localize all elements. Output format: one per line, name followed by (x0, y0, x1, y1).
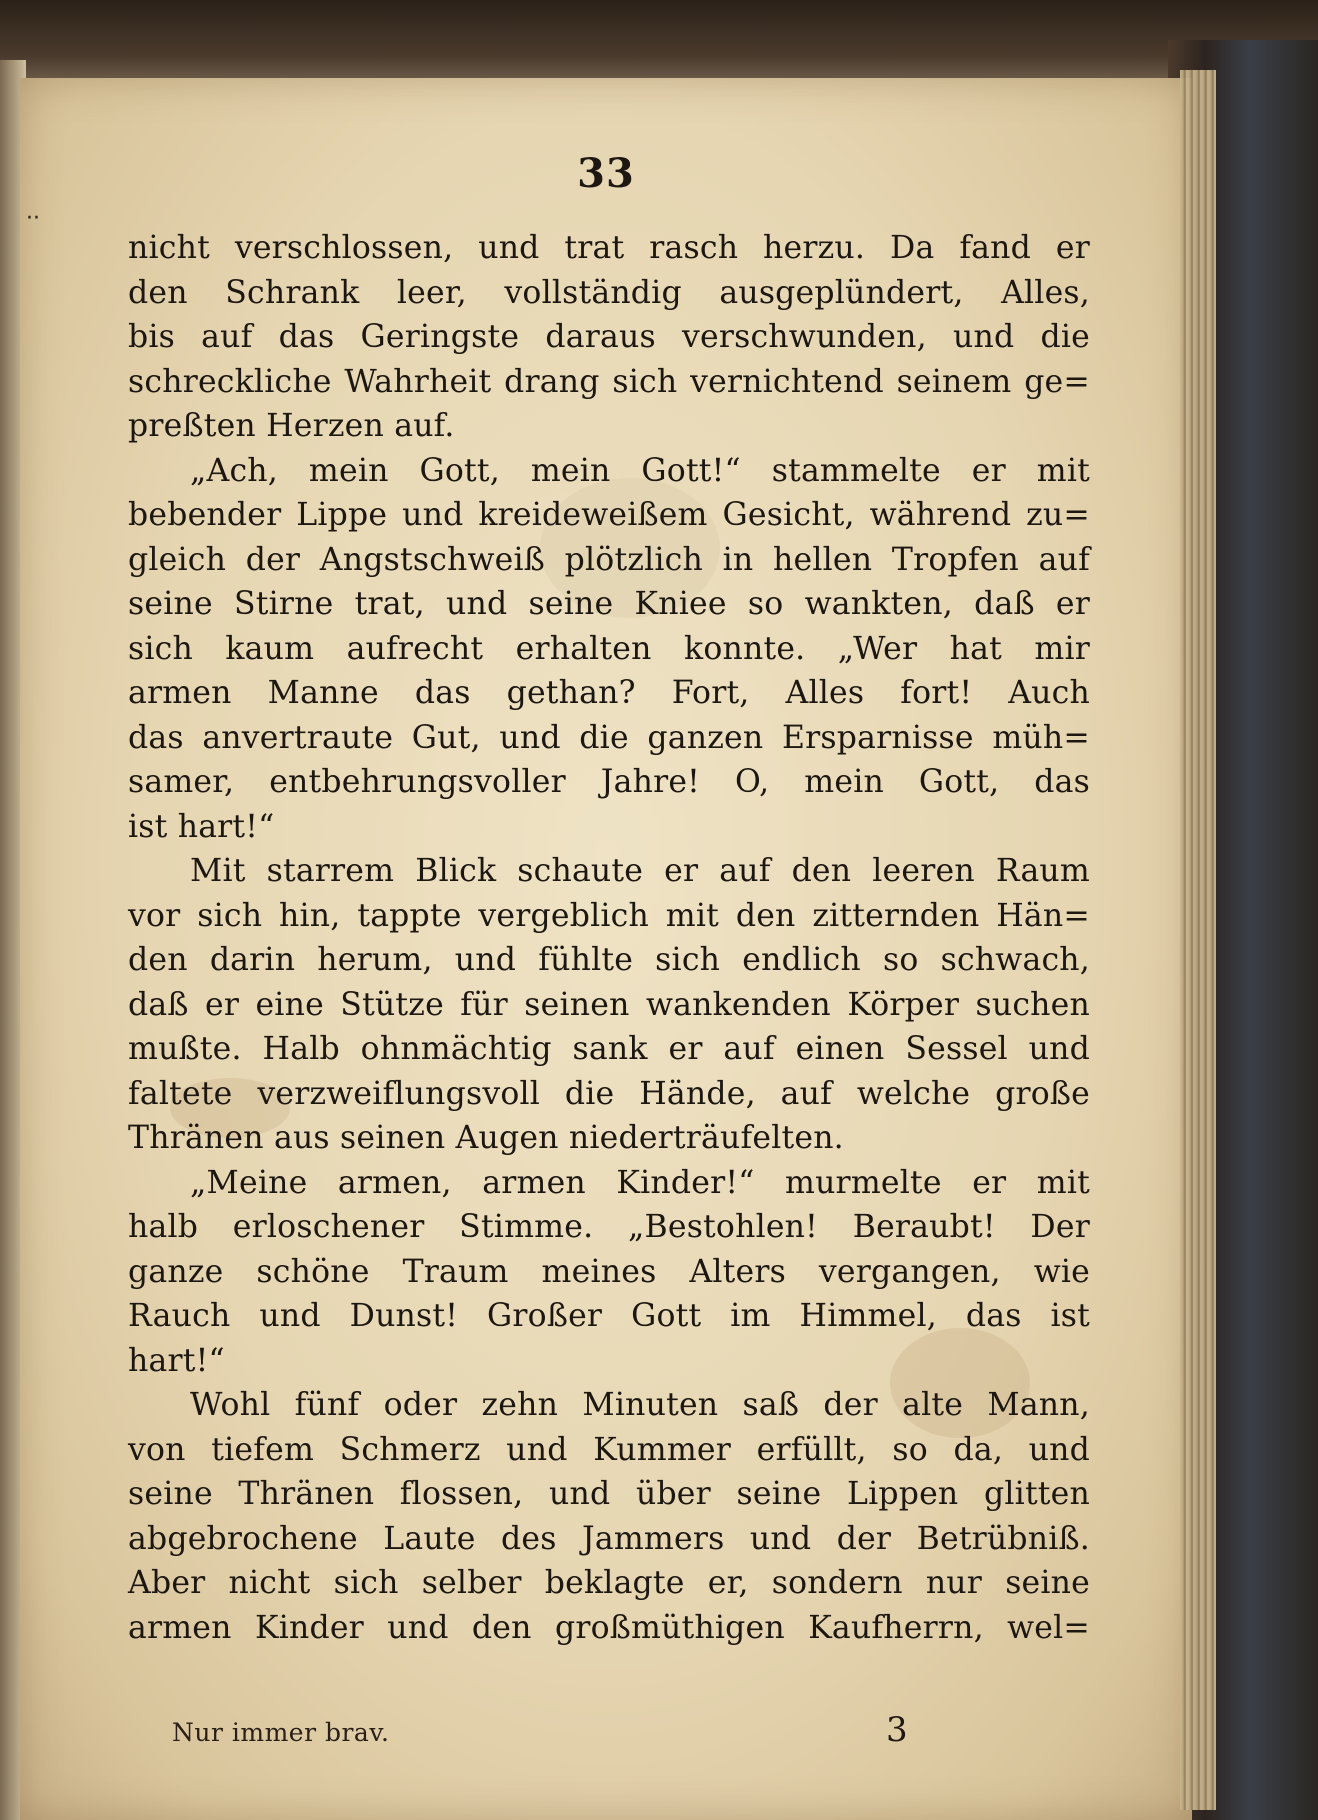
text-line: nicht verschlossen, und trat rasch herzu. Da fand er (128, 230, 1090, 266)
text-line: „Ach, mein Gott, mein Gott!“ stammelte er mit (190, 452, 1090, 489)
text-line: ist hart!“ (128, 808, 275, 845)
text-line: den darin herum, und fühlte sich endlich so schwach, (128, 942, 1090, 978)
text-line: halb erloschener Stimme. „Bestohlen! Beraubt! Der (128, 1209, 1090, 1245)
text-line: mußte. Halb ohnmächtig sank er auf einen Sessel und (128, 1031, 1090, 1067)
text-line: bebender Lippe und kreideweißem Gesicht, während zu= (128, 497, 1090, 533)
text-line: Thränen aus seinen Augen niederträufelten. (128, 1120, 844, 1156)
book-page (20, 78, 1192, 1820)
text-line: ganze schöne Traum meines Alters vergangen, wie (128, 1253, 1090, 1290)
text-line: seine Stirne trat, und seine Kniee so wankten, daß er (128, 586, 1090, 622)
page-edges (1180, 70, 1216, 1810)
text-line: vor sich hin, tappte vergeblich mit den zitternden Hän= (128, 897, 1090, 934)
text-line: hart!“ (128, 1342, 225, 1379)
text-line: bis auf das Geringste daraus verschwunden, und die (128, 319, 1090, 355)
text-line: von tiefem Schmerz und Kummer erfüllt, so da, und (128, 1431, 1090, 1468)
text-line: Rauch und Dunst! Großer Gott im Himmel, das ist (128, 1298, 1090, 1334)
signature-mark: Nur immer brav. (172, 1718, 390, 1747)
text-line: seine Thränen flossen, und über seine Lippen glitten (128, 1476, 1090, 1512)
sheet-number: 3 (886, 1710, 908, 1750)
text-line: den Schrank leer, vollständig ausgeplündert, Alles, (128, 274, 1090, 311)
text-line: Aber nicht sich selber beklagte er, sondern nur seine (128, 1565, 1090, 1601)
text-line: samer, entbehrungsvoller Jahre! O, mein Gott, das (128, 764, 1090, 800)
margin-dots: ·· (26, 206, 40, 231)
text-line: gleich der Angstschweiß plötzlich in hellen Tropfen auf (128, 541, 1090, 578)
text-line: Mit starrem Blick schaute er auf den leeren Raum (190, 853, 1090, 889)
page-number: 33 (577, 150, 635, 197)
text-line: das anvertraute Gut, und die ganzen Ersparnisse müh= (128, 719, 1090, 756)
text-line: schreckliche Wahrheit drang sich vernichtend seinem ge= (128, 363, 1090, 400)
text-line: armen Manne das gethan? Fort, Alles fort! Auch (128, 675, 1090, 711)
text-line: daß er eine Stütze für seinen wankenden Körper suchen (128, 986, 1090, 1023)
book-cover-top (0, 0, 1318, 80)
text-line: preßten Herzen auf. (128, 408, 455, 444)
text-line: sich kaum aufrecht erhalten konnte. „Wer hat mir (128, 630, 1090, 667)
text-line: abgebrochene Laute des Jammers und der Betrübniß. (128, 1520, 1090, 1557)
text-line: Wohl fünf oder zehn Minuten saß der alte Mann, (190, 1387, 1090, 1423)
body-text (128, 226, 1090, 1650)
text-line: armen Kinder und den großmüthigen Kaufherrn, wel= (128, 1609, 1090, 1646)
text-line: „Meine armen, armen Kinder!“ murmelte er mit (190, 1164, 1090, 1201)
text-line: faltete verzweiflungsvoll die Hände, auf welche große (128, 1075, 1090, 1112)
